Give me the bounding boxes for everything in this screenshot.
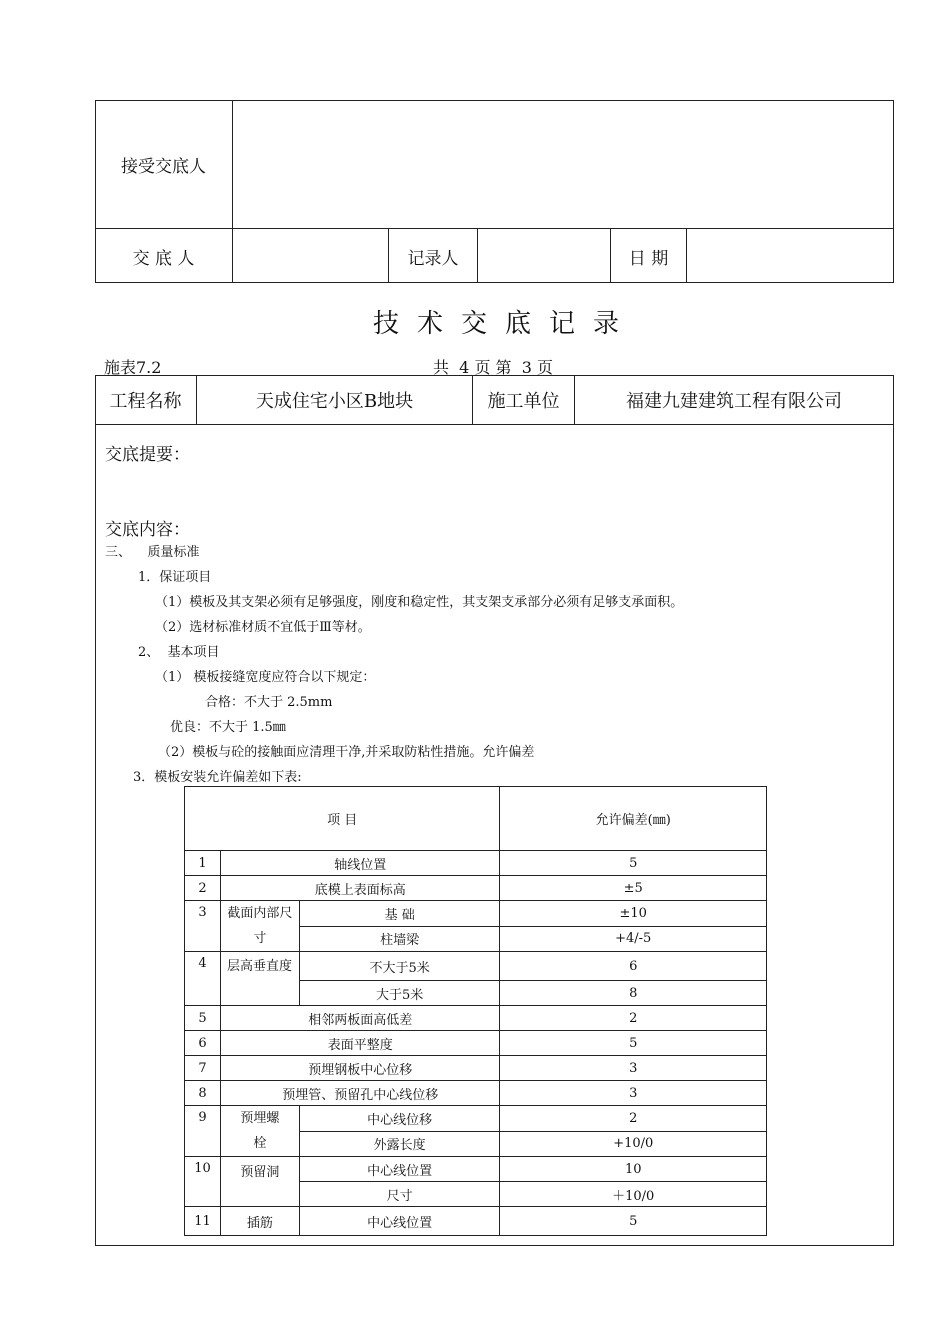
table-row [185,901,767,927]
row-tolerance: 5 [500,1207,767,1236]
content-line: （2）模板与砼的接触面应清理干净,并采取防粘性措施。允许偏差 [158,745,535,760]
row-item: 相邻两板面高低差 [220,1006,500,1031]
row-number: 2 [185,876,221,901]
row-tolerance: +4/-5 [500,926,767,952]
row-sub-item: 大于5米 [299,981,500,1006]
recorder-label: 记录人 [407,248,459,269]
table-row [185,1056,767,1081]
row-number: 1 [185,851,221,876]
row-tolerance: ＋10/0 [500,1182,767,1207]
row-item: 预埋钢板中心位移 [220,1056,500,1081]
row-tolerance: 5 [500,851,767,876]
row-sub-item: 中心线位移 [299,1106,500,1132]
contractor-value: 福建九建建筑工程有限公司 [626,390,842,412]
content-line: 1．保证项目 [138,570,212,585]
row-group: 预埋螺栓 [220,1106,299,1157]
table-row [185,1207,767,1236]
divider [95,424,894,425]
row-item: 底模上表面标高 [220,876,500,901]
table-row [185,876,767,901]
row-tolerance: +10/0 [500,1131,767,1157]
table-row [185,1031,767,1056]
presenter-label: 交 底 人 [132,248,195,269]
recorder-field[interactable] [478,229,610,283]
row-item: 表面平整度 [220,1031,500,1056]
receiver-field[interactable] [233,101,893,228]
row-tolerance: ±5 [500,876,767,901]
row-number: 5 [185,1006,221,1031]
row-number: 11 [185,1207,221,1236]
page-info: 共 4 页 第 3 页 [433,358,553,377]
row-number: 6 [185,1031,221,1056]
content-line: 3．模板安装允许偏差如下表: [133,770,302,785]
date-label: 日 期 [628,248,669,269]
content-line: 三、 质量标准 [105,545,200,560]
row-sub-item: 外露长度 [299,1131,500,1157]
date-field[interactable] [687,229,893,283]
row-tolerance: 6 [500,952,767,981]
table-row [185,1106,767,1132]
row-sub-item: 中心线位置 [299,1157,500,1182]
table-header-item: 项 目 [185,787,500,851]
table-row [185,1081,767,1106]
row-sub-item: 不大于5米 [299,952,500,981]
row-number: 10 [185,1157,221,1207]
content-line: 2、 基本项目 [138,645,220,660]
row-group: 插筋 [220,1207,299,1236]
row-tolerance: 10 [500,1157,767,1182]
row-group: 预留洞 [220,1157,299,1207]
row-number: 8 [185,1081,221,1106]
presenter-field[interactable] [233,229,388,283]
content-line: 优良：不大于 1.5㎜ [170,720,286,735]
row-tolerance: 2 [500,1106,767,1132]
project-name-label: 工程名称 [109,390,182,412]
row-group: 层高垂直度 [220,952,299,1006]
row-sub-item: 柱墙梁 [299,926,500,952]
row-number: 9 [185,1106,221,1157]
row-group: 截面内部尺寸 [220,901,299,952]
content-line: 合格：不大于 2.5mm [205,695,333,710]
row-tolerance: 8 [500,981,767,1006]
form-number: 施表7.2 [104,358,162,377]
row-tolerance: 5 [500,1031,767,1056]
content-line: （1） 模板接缝宽度应符合以下规定： [155,670,376,685]
row-tolerance: 3 [500,1081,767,1106]
row-number: 4 [185,952,221,1006]
content-line: （2）选材标准材质不宜低于Ⅲ等材。 [155,620,371,635]
row-sub-item: 基 础 [299,901,500,927]
row-tolerance: 3 [500,1056,767,1081]
row-sub-item: 中心线位置 [299,1207,500,1236]
contractor-label: 施工单位 [487,390,560,412]
table-row [185,952,767,981]
tolerance-table [184,786,767,1236]
content-line: （1）模板及其支架必须有足够强度，刚度和稳定性，其支架支承部分必须有足够支承面积。 [155,595,684,610]
row-number: 3 [185,901,221,952]
receiver-label: 接受交底人 [121,156,206,177]
row-number: 7 [185,1056,221,1081]
table-header-tolerance: 允许偏差(㎜) [500,787,767,851]
page-title: 技术交底记录 [372,309,637,339]
table-row [185,1157,767,1182]
table-row [185,851,767,876]
row-item: 轴线位置 [220,851,500,876]
row-item: 预埋管、预留孔中心线位移 [220,1081,500,1106]
project-name-value: 天成住宅小区B地块 [255,390,414,412]
row-tolerance: 2 [500,1006,767,1031]
row-tolerance: ±10 [500,901,767,927]
content-label: 交底内容： [105,520,190,540]
table-row [185,1006,767,1031]
summary-label: 交底提要： [105,445,190,465]
row-sub-item: 尺寸 [299,1182,500,1207]
